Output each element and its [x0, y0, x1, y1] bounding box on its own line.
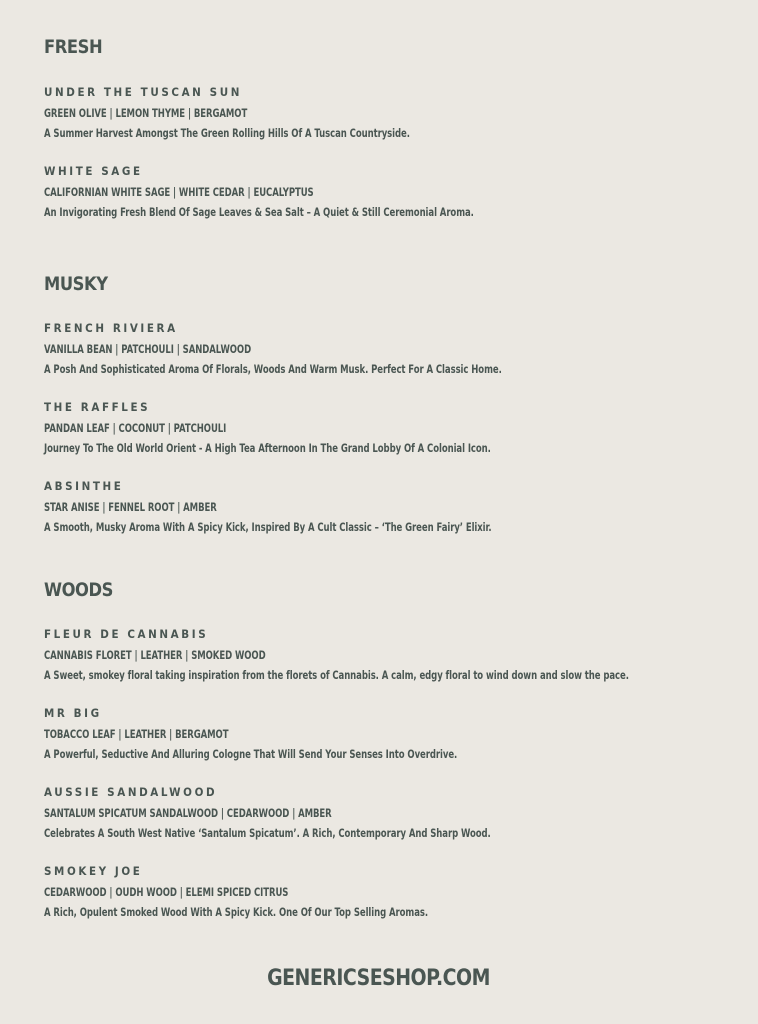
product-description: A Smooth, Musky Aroma With A Spicy Kick, Inspired By A Cult Classic – ‘The Green Fairy’ Elixir.: [44, 520, 492, 534]
product-description: Celebrates A South West Native ‘Santalum Spicatum’. A Rich, Contemporary And Sharp Wood.: [44, 826, 491, 840]
product-description: Journey To The Old World Orient - A High Tea Afternoon In The Grand Lobby Of A Colonial Icon.: [44, 441, 491, 455]
product-french-riviera: [44, 321, 744, 376]
product-name: MR BIG: [44, 706, 102, 720]
footer-website: [0, 966, 758, 991]
product-name: FLEUR DE CANNABIS: [44, 627, 209, 641]
product-notes: STAR ANISE | FENNEL ROOT | AMBER: [44, 500, 217, 514]
product-description: A Posh And Sophisticated Aroma Of Florals, Woods And Warm Musk. Perfect For A Classic Home.: [44, 362, 502, 376]
section-title-musky: MUSKY: [44, 273, 108, 295]
product-description: A Sweet, smokey floral taking inspiration from the florets of Cannabis. A calm, edgy floral to wind down and slow the pace.: [44, 668, 629, 682]
product-aussie-sandalwood: [44, 785, 744, 840]
product-name: THE RAFFLES: [44, 400, 151, 414]
product-name: ABSINTHE: [44, 479, 124, 493]
product-the-raffles: [44, 400, 744, 455]
product-name: SMOKEY JOE: [44, 864, 143, 878]
section-title-woods: WOODS: [44, 579, 113, 601]
product-notes: PANDAN LEAF | COCONUT | PATCHOULI: [44, 421, 227, 435]
product-notes: GREEN OLIVE | LEMON THYME | BERGAMOT: [44, 106, 248, 120]
product-notes: SANTALUM SPICATUM SANDALWOOD | CEDARWOOD | AMBER: [44, 806, 332, 820]
product-description: A Powerful, Seductive And Alluring Cologne That Will Send Your Senses Into Overdrive.: [44, 747, 458, 761]
product-under-the-tuscan-sun: [44, 85, 744, 140]
product-fleur-de-cannabis: [44, 627, 744, 682]
product-smokey-joe: [44, 864, 744, 919]
section-title-fresh: FRESH: [44, 36, 103, 58]
product-name: UNDER THE TUSCAN SUN: [44, 85, 242, 99]
product-notes: VANILLA BEAN | PATCHOULI | SANDALWOOD: [44, 342, 252, 356]
product-notes: CALIFORNIAN WHITE SAGE | WHITE CEDAR | EUCALYPTUS: [44, 185, 314, 199]
product-absinthe: [44, 479, 744, 534]
product-mr-big: [44, 706, 744, 761]
product-name: AUSSIE SANDALWOOD: [44, 785, 218, 799]
website-url: GENERICSESHOP.COM: [267, 966, 491, 991]
product-description: A Rich, Opulent Smoked Wood With A Spicy Kick. One Of Our Top Selling Aromas.: [44, 905, 429, 919]
product-notes: CANNABIS FLORET | LEATHER | SMOKED WOOD: [44, 648, 266, 662]
product-description: A Summer Harvest Amongst The Green Rolling Hills Of A Tuscan Countryside.: [44, 126, 410, 140]
product-notes: CEDARWOOD | OUDH WOOD | ELEMI SPICED CITRUS: [44, 885, 289, 899]
product-white-sage: [44, 164, 744, 219]
product-name: WHITE SAGE: [44, 164, 143, 178]
product-description: An Invigorating Fresh Blend Of Sage Leaves & Sea Salt – A Quiet & Still Ceremonial Aroma.: [44, 205, 474, 219]
product-name: FRENCH RIVIERA: [44, 321, 178, 335]
product-notes: TOBACCO LEAF | LEATHER | BERGAMOT: [44, 727, 229, 741]
